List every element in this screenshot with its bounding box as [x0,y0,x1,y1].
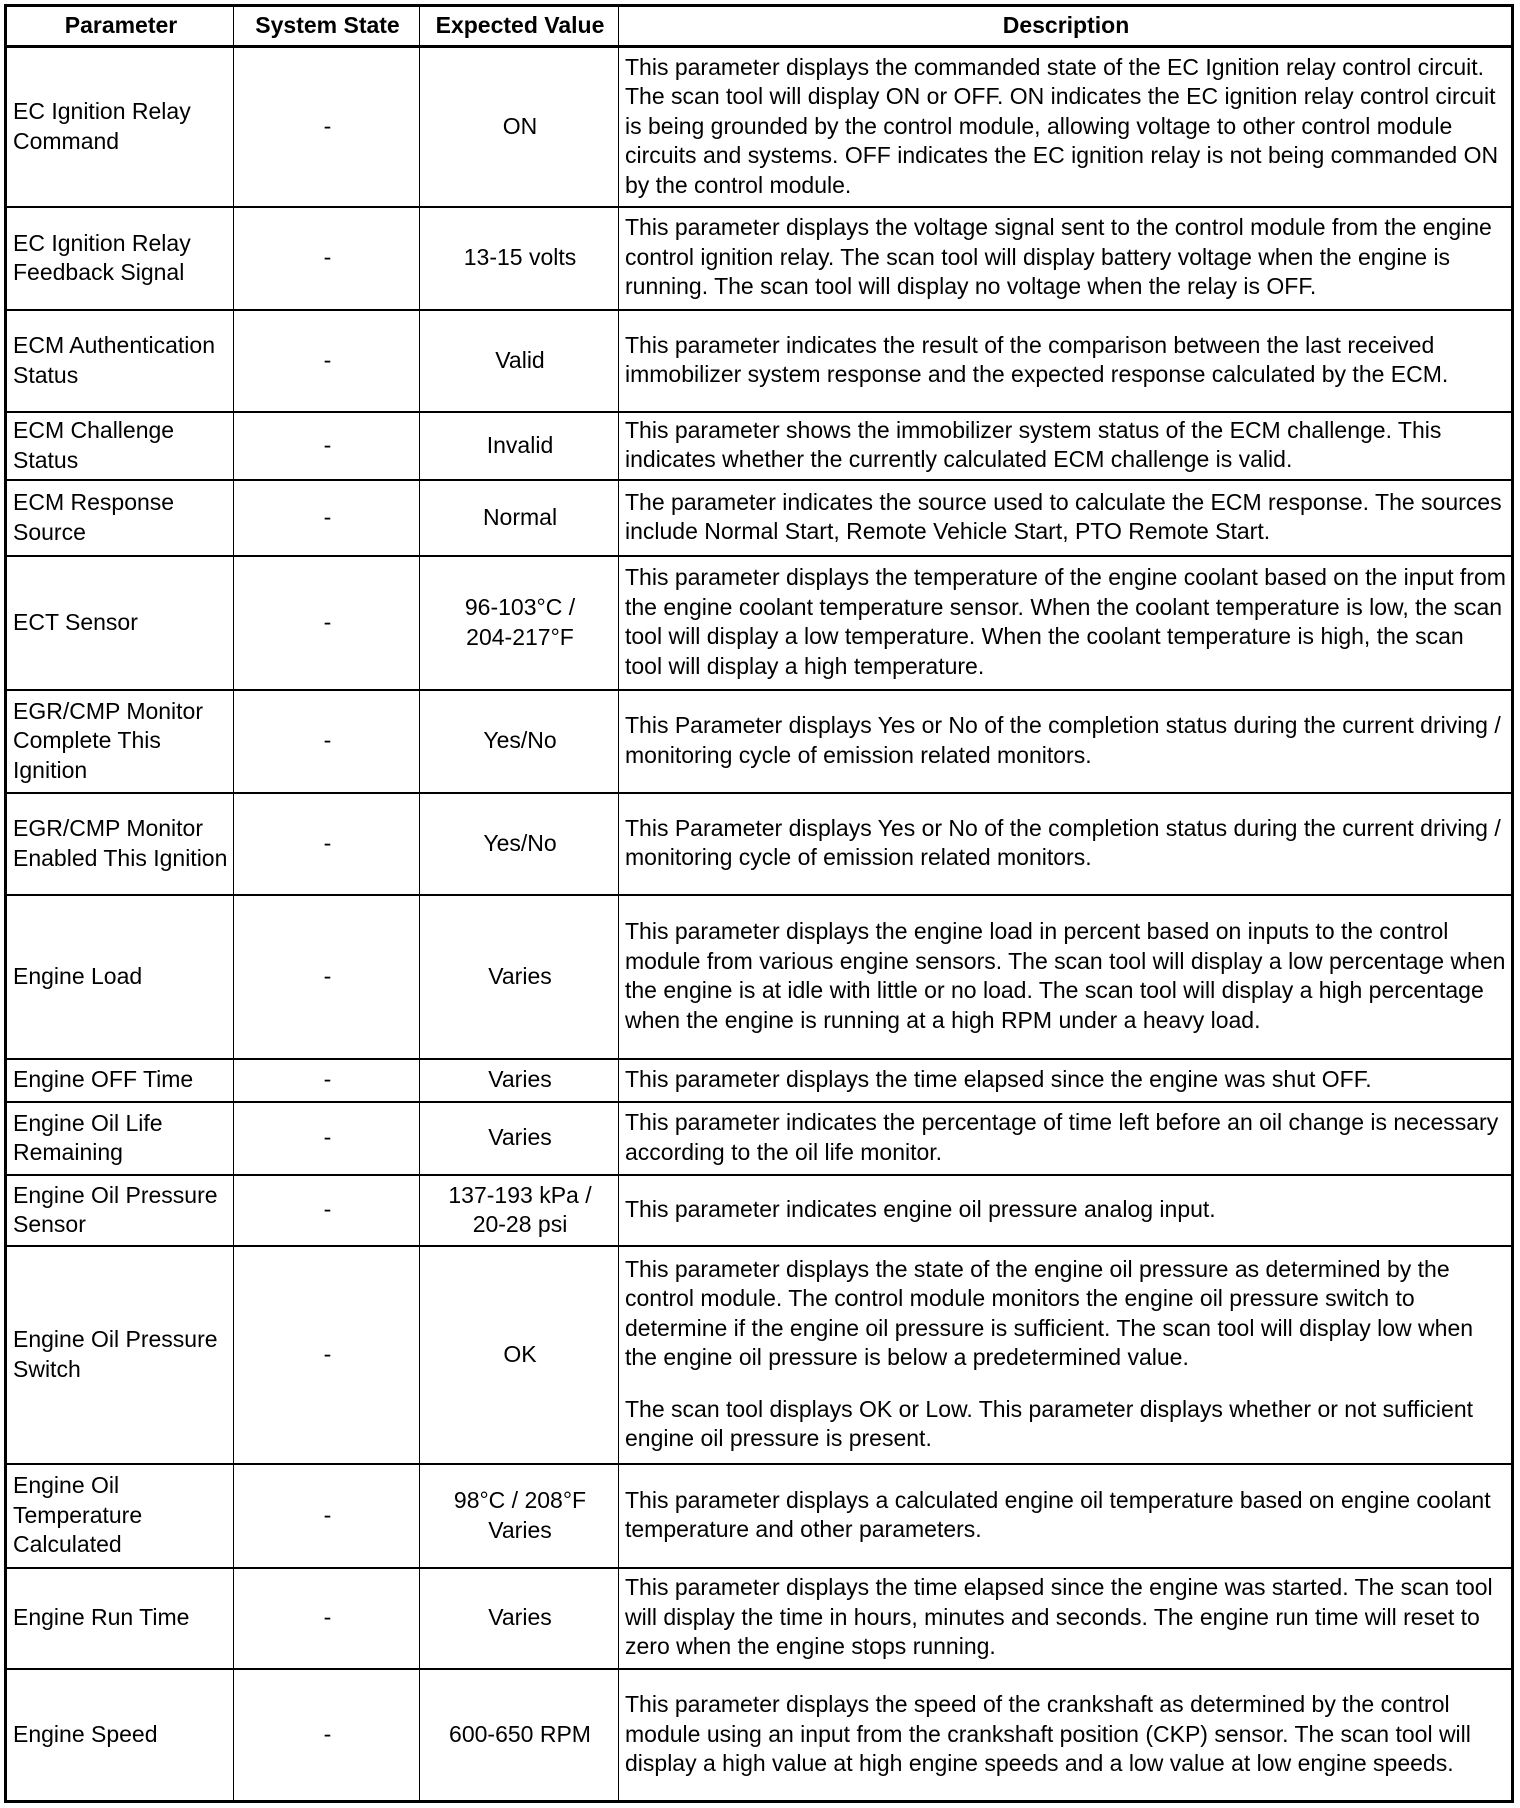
expected-value-cell [420,1464,619,1568]
expected-value-line: OK [503,1340,537,1367]
description-cell [619,690,1513,793]
table-row [6,793,1513,895]
system-state-cell: - [234,1059,420,1102]
expected-value-line: Varies [488,1124,552,1151]
description-cell [619,1102,1513,1175]
expected-value-line: Invalid [486,431,554,458]
header-description: Description [619,6,1513,47]
table-row [6,1669,1513,1802]
expected-value-cell [420,1246,619,1464]
expected-value-line: Varies [488,1516,552,1543]
expected-value-cell [420,793,619,895]
parameter-cell: Engine Run Time [6,1568,234,1669]
description-paragraph: This parameter displays the speed of the crankshaft as determined by the control module using an input from the crankshaft position (CKP) sensor. The scan tool will display a high value at high engine speeds and a low value at low engine speeds. [625,1691,1471,1776]
parameter-cell: Engine OFF Time [6,1059,234,1102]
description-paragraph: This parameter displays the time elapsed since the engine was shut OFF. [625,1065,1372,1092]
parameter-cell: Engine Oil Pressure Sensor [6,1175,234,1246]
expected-value-cell [420,1102,619,1175]
description-cell [619,556,1513,690]
system-state-cell: - [234,793,420,895]
description-paragraph: This parameter displays the state of the engine oil pressure as determined by the control module. The control module monitors the engine oil pressure switch to determine if the engine oil pressure is sufficient. The scan tool will display low when the engine oil pressure is below a predetermined value. [625,1255,1474,1370]
parameter-cell: EGR/CMP Monitor Complete This Ignition [6,690,234,793]
expected-value-line: Varies [488,1066,552,1093]
expected-value-cell [420,310,619,412]
parameter-cell: ECM Challenge Status [6,412,234,480]
description-paragraph: This parameter indicates the percentage of time left before an oil change is necessary according to the oil life monitor. [625,1109,1499,1165]
expected-value-line: 204-217°F [466,623,574,650]
expected-value-line: 600-650 RPM [449,1721,591,1747]
description-cell [619,1568,1513,1669]
system-state-cell: - [234,1464,420,1568]
description-paragraph: This parameter displays the voltage signal sent to the control module from the engine control ignition relay. The scan tool will display battery voltage when the engine is running. The scan tool will display no voltage when the relay is OFF. [625,214,1492,300]
expected-value-line: Yes/No [483,727,557,754]
expected-value-line: Valid [495,346,545,373]
table-row [6,412,1513,480]
description-cell [619,895,1513,1059]
table-row [6,1175,1513,1246]
description-paragraph: This Parameter displays Yes or No of the completion status during the current driving / monitoring cycle of emission related monitors. [625,712,1501,768]
parameter-cell: ECM Authentication Status [6,310,234,412]
description-paragraph: The parameter indicates the source used to calculate the ECM response. The sources include Normal Start, Remote Vehicle Start, PTO Remote Start. [625,488,1502,544]
expected-value-cell [420,895,619,1059]
parameter-cell: EC Ignition Relay Command [6,47,234,207]
parameter-cell: Engine Oil Pressure Switch [6,1246,234,1464]
description-cell [619,310,1513,412]
description-cell [619,1464,1513,1568]
expected-value-line: 96-103°C / [464,594,576,620]
expected-value-cell [420,47,619,207]
system-state-cell: - [234,1246,420,1464]
header-row [6,6,1513,47]
expected-value-line: 137-193 kPa / [448,1181,592,1208]
expected-value-cell [420,1669,619,1802]
description-paragraph: This parameter shows the immobilizer system status of the ECM challenge. This indicates whether the currently calculated ECM challenge is valid. [625,416,1442,472]
description-paragraph: This parameter displays the commanded state of the EC Ignition relay control circuit. The scan tool will display ON or OFF. ON indicates the EC ignition relay control circuit is being grounded by the control module, allowing voltage to other control module circuits and systems. OFF indicates the EC ignition relay is not being commanded ON by the control module. [625,53,1499,198]
parameter-cell: Engine Speed [6,1669,234,1802]
description-paragraph: This parameter indicates engine oil pressure analog input. [625,1195,1216,1222]
description-paragraph: This parameter displays a calculated engine oil temperature based on engine coolant temperature and other parameters. [625,1486,1491,1542]
expected-value-line: 13-15 volts [463,244,577,271]
system-state-cell: - [234,207,420,310]
system-state-cell: - [234,556,420,690]
header-parameter: Parameter [6,6,234,47]
expected-value-line: Varies [488,1604,552,1631]
parameter-cell: Engine Oil Life Remaining [6,1102,234,1175]
parameter-table [4,4,1514,1803]
header-expected-value: Expected Value [420,6,619,47]
table-row [6,480,1513,556]
description-paragraph: This parameter displays the time elapsed since the engine was started. The scan tool will display the time in hours, minutes and seconds. The engine run time will reset to zero when the engine stops running. [625,1574,1493,1660]
expected-value-cell [420,690,619,793]
system-state-cell: - [234,690,420,793]
system-state-cell: - [234,1669,420,1802]
table-row [6,1059,1513,1102]
parameter-cell: Engine Load [6,895,234,1059]
table-body [6,47,1513,1802]
expected-value-line: 98°C / 208°F [453,1487,587,1513]
system-state-cell: - [234,47,420,207]
parameter-cell: ECM Response Source [6,480,234,556]
parameter-cell: EC Ignition Relay Feedback Signal [6,207,234,310]
expected-value-line: Yes/No [483,829,557,856]
system-state-cell: - [234,1102,420,1175]
description-paragraph: The scan tool displays OK or Low. This parameter displays whether or not sufficient engine oil pressure is present. [625,1395,1474,1451]
expected-value-cell [420,556,619,690]
expected-value-cell [420,412,619,480]
table-row [6,1102,1513,1175]
parameter-cell: Engine Oil Temperature Calculated [6,1464,234,1568]
description-paragraph: This Parameter displays Yes or No of the completion status during the current driving / monitoring cycle of emission related monitors. [625,814,1501,870]
parameter-cell: EGR/CMP Monitor Enabled This Ignition [6,793,234,895]
description-paragraph: This parameter indicates the result of the comparison between the last received immobilizer system response and the expected response calculated by the ECM. [625,331,1449,387]
expected-value-cell [420,1175,619,1246]
table-row [6,47,1513,207]
description-cell [619,207,1513,310]
description-cell [619,47,1513,207]
table-row [6,690,1513,793]
description-cell [619,1669,1513,1802]
parameter-cell: ECT Sensor [6,556,234,690]
table-row [6,895,1513,1059]
system-state-cell: - [234,1568,420,1669]
system-state-cell: - [234,1175,420,1246]
expected-value-line: 20-28 psi [472,1211,568,1237]
table-row [6,1246,1513,1464]
header-system-state: System State [234,6,420,47]
description-cell [619,793,1513,895]
system-state-cell: - [234,310,420,412]
description-paragraph: This parameter displays the temperature of the engine coolant based on the input from the engine coolant temperature sensor. When the coolant temperature is low, the scan tool will display a low temperature. When the coolant temperature is high, the scan tool will display a high temperature. [625,564,1506,679]
description-cell [619,1175,1513,1246]
system-state-cell: - [234,895,420,1059]
system-state-cell: - [234,480,420,556]
description-cell [619,412,1513,480]
description-cell [619,480,1513,556]
expected-value-line: ON [502,113,538,139]
description-cell [619,1246,1513,1464]
description-paragraph: This parameter displays the engine load in percent based on inputs to the control module from various engine sensors. The scan tool will display a low percentage when the engine is at idle with little or no load. The scan tool will display a high percentage when the engine is running at a high RPM under a heavy load. [625,918,1506,1033]
table-row [6,207,1513,310]
expected-value-cell [420,207,619,310]
table-row [6,1568,1513,1669]
expected-value-cell [420,1568,619,1669]
expected-value-line: Normal [482,503,558,530]
table-row [6,556,1513,690]
table-row [6,1464,1513,1568]
expected-value-line: Varies [488,962,552,989]
expected-value-cell [420,480,619,556]
expected-value-cell [420,1059,619,1102]
table-row [6,310,1513,412]
description-cell [619,1059,1513,1102]
system-state-cell: - [234,412,420,480]
